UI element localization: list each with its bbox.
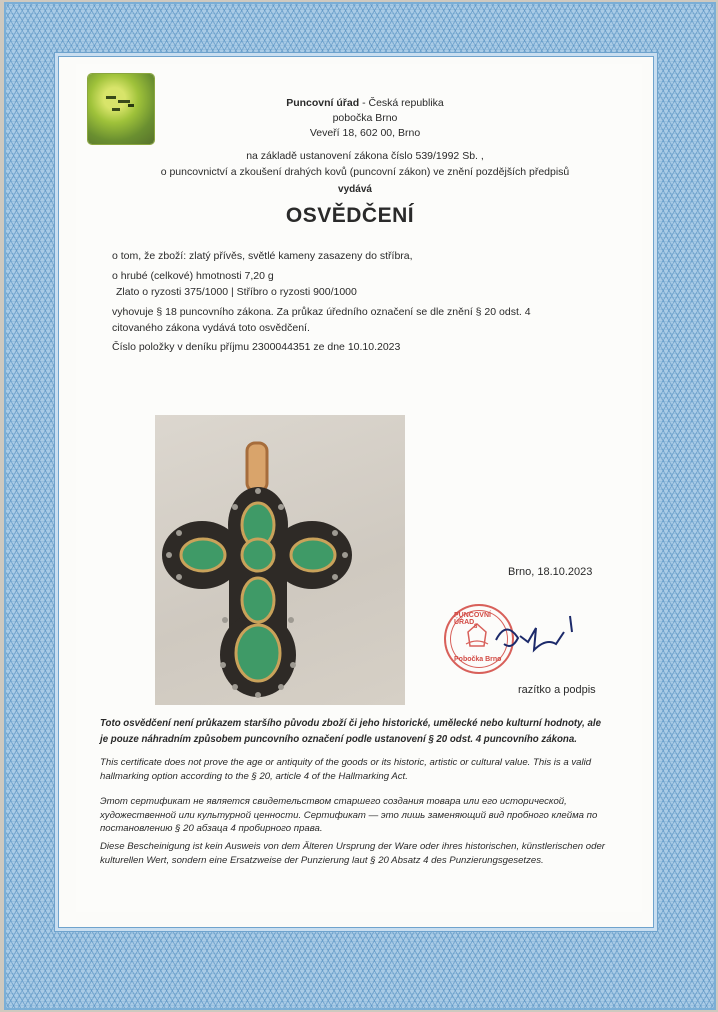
hologram-seal xyxy=(88,74,154,144)
weight-line: o hrubé (celkové) hmotnosti 7,20 g xyxy=(112,270,274,282)
law-line-2: o puncovnictví a zkoušení drahých kovů (puncovní zákon) ve znění pozdějších předpisů xyxy=(160,166,570,178)
place-date: Brno, 18.10.2023 xyxy=(508,566,593,578)
disclaimer-cz-line-2: je pouze náhradním způsobem puncovního označení podle ustanovení § 20 odst. 4 puncovního zákona. xyxy=(100,734,577,745)
office-country: - Česká republika xyxy=(359,97,444,109)
disclaimer-ru: Этот сертификат не является свидетельством старшего создания товара или его исторической, художественной или культурной ценности. Сертификат — это лишь заменяющий вид пробного клейма по постановлению § 20 абзаца 4 пробирного права. xyxy=(100,796,598,834)
item-number-line: Číslo položky v deníku příjmu 2300044351 ze dne 10.10.2023 xyxy=(112,341,401,353)
law-line-1: na základě ustanovení zákona číslo 539/1992 Sb. , xyxy=(246,150,484,162)
disclaimer-cz-line-1: Toto osvědčení není průkazem staršího původu zboží či jeho historické, umělecké nebo kulturní hodnoty, ale xyxy=(100,718,601,729)
disclaimer-de: Diese Bescheinigung ist kein Ausweis von dem Älteren Ursprung der Ware oder ihres historischen, künstlerischen oder kulturellen Wert, sondern eine Ersatzweise der Punzierung laut § 20 Absatz 4 des Punzierungsgesetzes. xyxy=(100,841,605,866)
goods-line: o tom, že zboží: zlatý přívěs, světlé kameny zasazeny do stříbra, xyxy=(112,250,413,262)
signature xyxy=(486,610,586,660)
address: Veveří 18, 602 00, Brno xyxy=(309,127,421,139)
stamp-number: 8 xyxy=(474,624,478,630)
pendant-photo xyxy=(155,415,405,705)
cross-pendant-image xyxy=(155,415,405,705)
issues-word: vydává xyxy=(338,184,372,195)
stamp-bottom-text: Pobočka Brno xyxy=(454,656,502,663)
branch: pobočka Brno xyxy=(332,112,398,124)
stamp-label: razítko a podpis xyxy=(518,684,596,696)
office-name: Puncovní úřad xyxy=(286,97,360,109)
fineness-line: Zlato o ryzosti 375/1000 | Stříbro o ryzosti 900/1000 xyxy=(116,286,357,298)
office-heading xyxy=(200,97,530,109)
disclaimer-en: This certificate does not prove the age or antiquity of the goods or its historic, artistic or cultural value. This is a valid hallmarking option according to the § 20, article 4 of the Hallmarking Act. xyxy=(100,757,592,782)
compliance-line: vyhovuje § 18 puncovního zákona. Za průkaz úředního označení se dle znění § 20 odst. 4 xyxy=(112,306,531,318)
compliance-line-2: citovaného zákona vydává toto osvědčení. xyxy=(112,322,310,334)
stamp-top-text: PUNCOVNÍ ÚŘAD xyxy=(454,612,491,626)
certificate-title: OSVĚDČENÍ xyxy=(285,204,415,227)
